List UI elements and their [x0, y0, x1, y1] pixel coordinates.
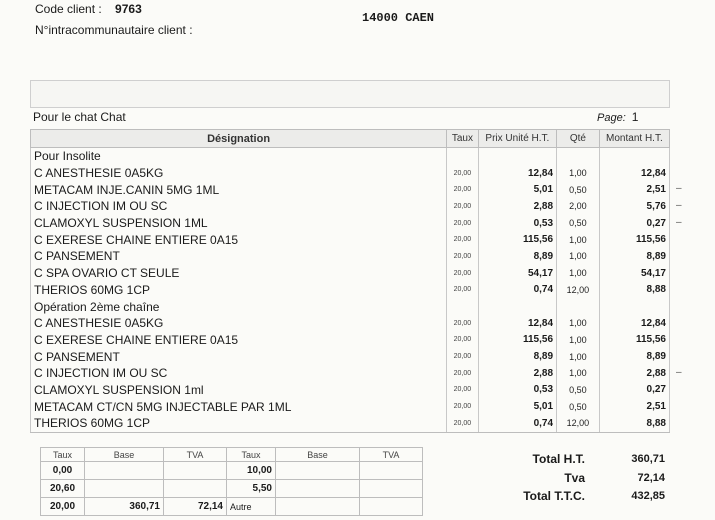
line-quantity: 1,00 — [557, 248, 600, 265]
line-designation: C SPA OVARIO CT SEULE — [31, 265, 447, 282]
line-amount: 12,84 — [599, 165, 669, 182]
line-taux: 20,00 — [447, 248, 479, 265]
line-amount: 8,88 — [599, 282, 669, 299]
line-unit-price: 8,89 — [478, 248, 556, 265]
table-row — [31, 215, 670, 232]
empty-cell — [557, 298, 600, 315]
table-header-row — [31, 130, 670, 148]
blank-info-box — [30, 80, 670, 108]
line-unit-price: 0,53 — [478, 215, 556, 232]
line-taux: 20,00 — [447, 181, 479, 198]
total-ttc-value: 432,85 — [631, 490, 665, 502]
line-unit-price: 115,56 — [478, 332, 556, 349]
empty-cell — [447, 298, 479, 315]
vat-base — [85, 462, 164, 480]
line-unit-price: 8,89 — [478, 348, 556, 365]
vat-col-taux: Taux — [41, 448, 85, 462]
line-taux: 20,00 — [447, 231, 479, 248]
line-quantity: 12,00 — [557, 282, 600, 299]
table-row — [31, 165, 670, 182]
line-unit-price: 2,88 — [478, 198, 556, 215]
vat-col-tva-2: TVA — [360, 448, 423, 462]
line-unit-price: 54,17 — [478, 265, 556, 282]
table-row — [31, 415, 670, 432]
col-taux: Taux — [447, 130, 479, 148]
total-ht-label: Total H.T. — [532, 452, 585, 466]
line-designation: METACAM INJE.CANIN 5MG 1ML — [31, 181, 447, 198]
group-row — [31, 298, 670, 315]
line-amount: 8,89 — [599, 348, 669, 365]
table-row — [31, 265, 670, 282]
vat-col-base: Base — [85, 448, 164, 462]
table-row — [31, 248, 670, 265]
table-row — [31, 332, 670, 349]
line-unit-price: 0,74 — [478, 282, 556, 299]
line-quantity: 0,50 — [557, 382, 600, 399]
vat-row — [41, 480, 423, 498]
line-taux: 20,00 — [447, 165, 479, 182]
line-taux: 20,00 — [447, 282, 479, 299]
line-amount: 115,56 — [599, 231, 669, 248]
line-amount: 54,17 — [599, 265, 669, 282]
vat-amount-2 — [360, 462, 423, 480]
line-amount: 2,88 — [599, 365, 669, 382]
line-taux: 20,00 — [447, 265, 479, 282]
empty-cell — [478, 298, 556, 315]
vat-taux: 20,60 — [41, 480, 85, 498]
empty-cell — [557, 148, 600, 165]
total-ht-row — [465, 449, 665, 469]
line-unit-price: 5,01 — [478, 181, 556, 198]
vat-base-2 — [276, 462, 360, 480]
line-quantity: 0,50 — [557, 398, 600, 415]
line-quantity: 1,00 — [557, 165, 600, 182]
client-code-value: 9763 — [115, 2, 142, 16]
vat-taux-2: Autre — [227, 498, 276, 516]
empty-cell — [447, 148, 479, 165]
line-quantity: 1,00 — [557, 231, 600, 248]
line-unit-price: 0,74 — [478, 415, 556, 432]
vat-col-tva: TVA — [164, 448, 227, 462]
vat-taux: 0,00 — [41, 462, 85, 480]
vat-row — [41, 462, 423, 480]
line-quantity: 1,00 — [557, 365, 600, 382]
vat-base-2 — [276, 480, 360, 498]
vat-amount — [164, 480, 227, 498]
client-code-row — [35, 2, 142, 16]
totals-block — [465, 449, 665, 505]
line-unit-price: 5,01 — [478, 398, 556, 415]
line-quantity: 1,00 — [557, 348, 600, 365]
line-taux: 20,00 — [447, 198, 479, 215]
empty-cell — [478, 148, 556, 165]
group-label: Opération 2ème chaîne — [31, 298, 447, 315]
table-row — [31, 398, 670, 415]
line-designation: THERIOS 60MG 1CP — [31, 415, 447, 432]
line-amount: 0,27 — [599, 382, 669, 399]
line-designation: THERIOS 60MG 1CP — [31, 282, 447, 299]
line-quantity: 1,00 — [557, 315, 600, 332]
table-row — [31, 382, 670, 399]
line-designation: CLAMOXYL SUSPENSION 1ML — [31, 215, 447, 232]
line-amount: 0,27 — [599, 215, 669, 232]
vat-header-row — [41, 448, 423, 462]
vat-number-label: N°intracommunautaire client : — [35, 23, 193, 37]
check-mark: – — [676, 200, 682, 212]
vat-col-taux-2: Taux — [227, 448, 276, 462]
table-row — [31, 365, 670, 382]
vat-base-2 — [276, 498, 360, 516]
group-label: Pour Insolite — [31, 148, 447, 165]
total-tva-value: 72,14 — [637, 472, 665, 484]
line-taux: 20,00 — [447, 382, 479, 399]
line-designation: C PANSEMENT — [31, 248, 447, 265]
page-label: Page: — [597, 112, 626, 124]
table-row — [31, 348, 670, 365]
page-number: 1 — [631, 110, 639, 124]
line-quantity: 0,50 — [557, 181, 600, 198]
line-taux: 20,00 — [447, 398, 479, 415]
line-taux: 20,00 — [447, 315, 479, 332]
vat-col-base-2: Base — [276, 448, 360, 462]
line-quantity: 1,00 — [557, 265, 600, 282]
col-prix: Prix Unité H.T. — [478, 130, 556, 148]
vat-taux-2: 5,50 — [227, 480, 276, 498]
line-designation: C ANESTHESIE 0A5KG — [31, 315, 447, 332]
line-amount: 12,84 — [599, 315, 669, 332]
vat-taux: 20,00 — [41, 498, 85, 516]
vat-base: 360,71 — [85, 498, 164, 516]
line-unit-price: 0,53 — [478, 382, 556, 399]
line-taux: 20,00 — [447, 348, 479, 365]
line-designation: CLAMOXYL SUSPENSION 1ml — [31, 382, 447, 399]
total-ht-value: 360,71 — [631, 453, 665, 465]
vat-amount-2 — [360, 480, 423, 498]
vat-row — [41, 498, 423, 516]
line-taux: 20,00 — [447, 415, 479, 432]
vat-amount-2 — [360, 498, 423, 516]
line-unit-price: 12,84 — [478, 165, 556, 182]
line-taux: 20,00 — [447, 365, 479, 382]
vat-base — [85, 480, 164, 498]
client-code-label: Code client : — [35, 2, 102, 16]
check-mark: – — [676, 366, 682, 378]
total-tva-label: Tva — [564, 471, 585, 485]
line-amount: 2,51 — [599, 398, 669, 415]
vat-amount: 72,14 — [164, 498, 227, 516]
table-row — [31, 231, 670, 248]
line-amount: 5,76 — [599, 198, 669, 215]
total-ttc-row — [465, 487, 665, 505]
client-city: 14000 CAEN — [362, 11, 435, 25]
line-designation: C EXERESE CHAINE ENTIERE 0A15 — [31, 231, 447, 248]
line-designation: C PANSEMENT — [31, 348, 447, 365]
line-taux: 20,00 — [447, 332, 479, 349]
vat-taux-2: 10,00 — [227, 462, 276, 480]
line-designation: METACAM CT/CN 5MG INJECTABLE PAR 1ML — [31, 398, 447, 415]
line-amount: 115,56 — [599, 332, 669, 349]
table-row — [31, 198, 670, 215]
line-quantity: 12,00 — [557, 415, 600, 432]
line-designation: C EXERESE CHAINE ENTIERE 0A15 — [31, 332, 447, 349]
invoice-lines-table — [30, 129, 670, 433]
line-taux: 20,00 — [447, 215, 479, 232]
table-body — [31, 148, 670, 433]
table-row — [31, 315, 670, 332]
line-designation: C INJECTION IM OU SC — [31, 365, 447, 382]
line-amount: 8,89 — [599, 248, 669, 265]
line-designation: C INJECTION IM OU SC — [31, 198, 447, 215]
total-tva-row — [465, 469, 665, 487]
check-mark: – — [676, 216, 682, 228]
vat-amount — [164, 462, 227, 480]
line-quantity: 1,00 — [557, 332, 600, 349]
vat-breakdown-table — [40, 447, 423, 516]
page-indicator — [597, 110, 638, 124]
col-qte: Qté — [557, 130, 600, 148]
line-amount: 8,88 — [599, 415, 669, 432]
line-amount: 2,51 — [599, 181, 669, 198]
col-montant: Montant H.T. — [599, 130, 669, 148]
total-ttc-label: Total T.T.C. — [523, 489, 585, 503]
table-row — [31, 181, 670, 198]
line-unit-price: 115,56 — [478, 231, 556, 248]
line-unit-price: 12,84 — [478, 315, 556, 332]
empty-cell — [599, 148, 669, 165]
line-unit-price: 2,88 — [478, 365, 556, 382]
line-quantity: 0,50 — [557, 215, 600, 232]
empty-cell — [599, 298, 669, 315]
line-designation: C ANESTHESIE 0A5KG — [31, 165, 447, 182]
group-row — [31, 148, 670, 165]
col-designation: Désignation — [31, 130, 447, 148]
check-mark: – — [676, 183, 682, 195]
line-quantity: 2,00 — [557, 198, 600, 215]
table-row — [31, 282, 670, 299]
section-title: Pour le chat Chat — [33, 110, 126, 124]
